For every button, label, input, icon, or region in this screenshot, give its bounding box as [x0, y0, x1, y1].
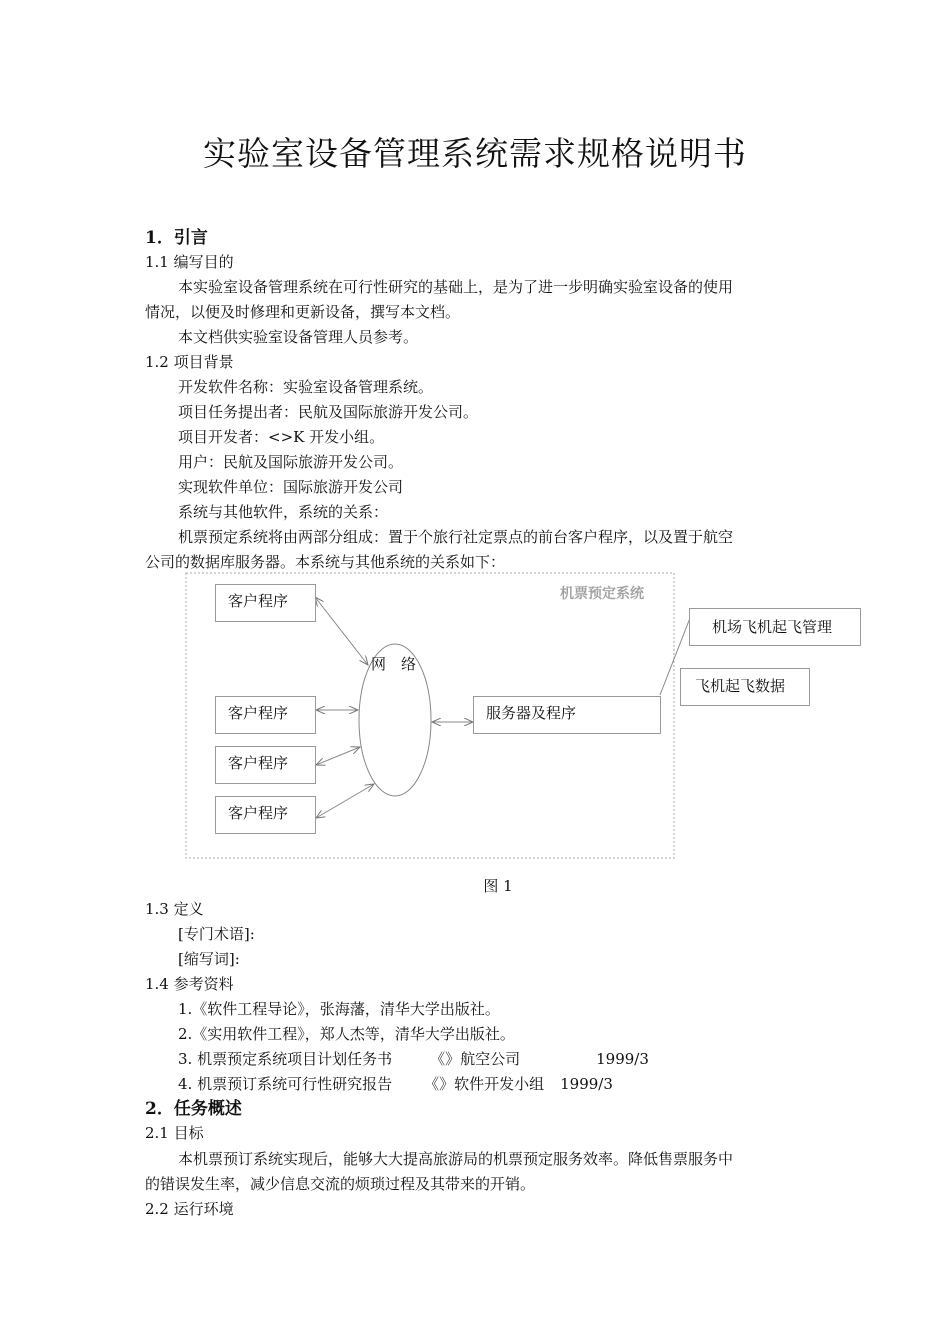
client4-network-link: [316, 784, 374, 818]
client1-network-link: [315, 597, 368, 665]
flight-data-label: 飞机起飞数据: [695, 677, 786, 695]
background-software-name: 开发软件名称：实验室设备管理系统。: [178, 378, 434, 396]
section-2-1-heading: 2.1 目标: [145, 1124, 204, 1142]
reference-item-1: 1.《软件工程导论》，张海藩，清华大学出版社。: [178, 1000, 500, 1018]
background-composition-line-1: 机票预定系统将由两部分组成：置于个旅行社定票点的前台客户程序，以及置于航空: [178, 528, 734, 546]
client-program-box-4: [215, 796, 316, 834]
server-program-label: 服务器及程序: [486, 704, 577, 722]
client-program-label: 客户程序: [228, 592, 289, 610]
reference-3-title: 3. 机票预定系统项目计划任务书: [178, 1050, 393, 1068]
section-1-3-heading: 1.3 定义: [145, 900, 204, 918]
background-developer: 项目开发者：<>K 开发小组。: [178, 428, 385, 446]
definition-terms: [专门术语]:: [178, 925, 255, 943]
flight-data-box: [680, 668, 810, 706]
reference-item-2: 2.《实用软件工程》，郑人杰等，清华大学出版社。: [178, 1025, 515, 1043]
background-user: 用户：民航及国际旅游开发公司。: [178, 453, 404, 471]
client-program-box-3: [215, 746, 316, 784]
reference-item-4: [178, 1074, 613, 1094]
airport-management-box: [689, 608, 861, 646]
purpose-paragraph-line-2: 情况，以便及时修理和更新设备，撰写本文档。: [145, 303, 461, 321]
background-composition-line-2: 公司的数据库服务器。本系统与其他系统的关系如下：: [145, 553, 506, 571]
purpose-paragraph-line-1: 本实验室设备管理系统在可行性研究的基础上，是为了进一步明确实验室设备的使用: [178, 278, 734, 296]
background-implementer: 实现软件单位：国际旅游开发公司: [178, 478, 404, 496]
client-program-label: 客户程序: [228, 704, 289, 722]
client-program-box-2: [215, 696, 316, 734]
reference-4-title: 4. 机票预订系统可行性研究报告: [178, 1075, 393, 1093]
section-1-2-heading: 1.2 项目背景: [145, 353, 234, 371]
reference-item-3: [178, 1049, 649, 1069]
reference-4-date: 1999/3: [560, 1075, 613, 1093]
section-1-1-heading: 1.1 编写目的: [145, 253, 234, 271]
document-title: 实验室设备管理系统需求规格说明书: [203, 134, 747, 173]
server-program-box: [473, 696, 661, 734]
figure-caption: 图 1: [483, 877, 513, 895]
system-boundary-label: 机票预定系统: [560, 586, 644, 602]
audience-paragraph: 本文档供实验室设备管理人员参考。: [178, 328, 419, 346]
reference-3-date: 1999/3: [596, 1050, 649, 1068]
client-program-label: 客户程序: [228, 754, 289, 772]
definition-abbreviations: [缩写词]:: [178, 950, 240, 968]
client-program-label: 客户程序: [228, 804, 289, 822]
section-2-heading: 2．任务概述: [145, 1099, 242, 1119]
airport-management-label: 机场飞机起飞管理: [712, 618, 833, 636]
reference-4-org: 《》软件开发小组: [424, 1075, 545, 1093]
section-1-4-heading: 1.4 参考资料: [145, 975, 234, 993]
client-program-box-1: [215, 584, 316, 622]
section-1-heading: 1．引言: [145, 228, 208, 248]
network-label: 网 络: [371, 655, 417, 673]
goal-paragraph-line-2: 的错误发生率，减少信息交流的烦琐过程及其带来的开销。: [145, 1175, 536, 1193]
client3-network-link: [316, 747, 360, 765]
reference-3-org: 《》航空公司: [430, 1050, 521, 1068]
background-relations: 系统与其他软件，系统的关系：: [178, 503, 389, 521]
background-task-proposer: 项目任务提出者：民航及国际旅游开发公司。: [178, 403, 479, 421]
section-2-2-heading: 2.2 运行环境: [145, 1200, 234, 1218]
goal-paragraph-line-1: 本机票预订系统实现后，能够大大提高旅游局的机票预定服务效率。降低售票服务中: [178, 1150, 734, 1168]
